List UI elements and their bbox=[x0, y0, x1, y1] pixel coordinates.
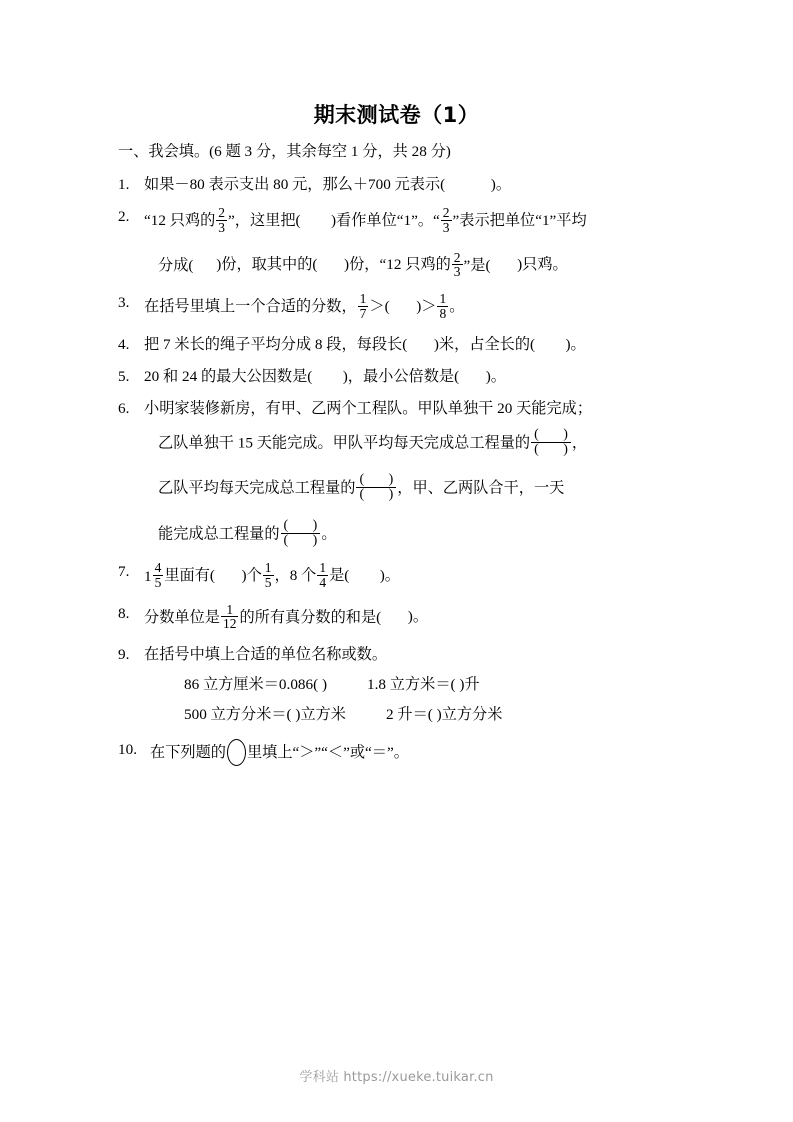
question-number: 10. bbox=[118, 741, 137, 759]
question-number: 1. bbox=[118, 176, 130, 193]
fraction-two-thirds bbox=[216, 206, 227, 235]
question-body bbox=[144, 562, 693, 591]
question-line bbox=[144, 426, 693, 459]
question-number: 6. bbox=[118, 399, 130, 417]
fraction-numerator: 1 bbox=[359, 291, 367, 307]
question-text: 分数单位是 bbox=[144, 608, 220, 626]
fraction-denominator-blank[interactable]: ( ) bbox=[534, 441, 568, 457]
question-body bbox=[144, 601, 693, 633]
fraction-numerator: 2 bbox=[218, 205, 226, 220]
answer-blank[interactable]: )＞ bbox=[389, 297, 437, 315]
circle-blank[interactable] bbox=[227, 739, 246, 766]
fraction-blank[interactable] bbox=[356, 473, 396, 503]
question-text: 在下列题的 bbox=[150, 744, 226, 762]
conversion-row bbox=[144, 675, 693, 694]
fraction-two-thirds bbox=[452, 251, 463, 280]
question-text: 。 bbox=[321, 524, 337, 542]
fraction-numerator-blank[interactable]: ( ) bbox=[531, 428, 571, 443]
fraction-four-fifths bbox=[153, 561, 164, 590]
question-body bbox=[144, 367, 693, 386]
question-8 bbox=[118, 601, 693, 633]
fraction-numerator: 1 bbox=[439, 291, 447, 307]
question-line bbox=[144, 562, 693, 591]
answer-blank[interactable]: )。 bbox=[459, 367, 506, 385]
fraction-one-quarter bbox=[317, 561, 328, 590]
conversion-item[interactable]: 2 升＝( )立方分米 bbox=[386, 706, 503, 724]
conversion-item[interactable]: 1.8 立方米＝( )升 bbox=[367, 676, 480, 694]
answer-blank[interactable]: )看作单位“1”。“ bbox=[300, 211, 440, 229]
question-10 bbox=[118, 740, 693, 767]
fraction-denominator-blank[interactable]: ( ) bbox=[283, 532, 318, 548]
question-body bbox=[144, 335, 693, 354]
fraction-numerator: 2 bbox=[453, 249, 461, 265]
question-number: 7. bbox=[118, 563, 130, 581]
question-2 bbox=[118, 207, 693, 280]
question-text: 如果－80 表示支出 80 元，那么＋700 元表示( bbox=[144, 176, 446, 193]
fraction-one-twelfth bbox=[221, 603, 239, 632]
question-text: ，8 个 bbox=[274, 566, 317, 584]
question-line bbox=[144, 249, 693, 281]
fraction-denominator: 3 bbox=[453, 264, 461, 280]
fraction-two-thirds bbox=[441, 206, 452, 235]
question-line bbox=[144, 207, 693, 236]
fraction-denominator: 8 bbox=[439, 305, 447, 321]
fraction-denominator: 7 bbox=[359, 305, 367, 321]
question-6 bbox=[118, 399, 693, 550]
question-line bbox=[150, 740, 693, 767]
fraction-denominator: 12 bbox=[222, 616, 237, 632]
question-text: 。 bbox=[449, 297, 465, 315]
question-number: 4. bbox=[118, 335, 130, 353]
question-text: “12 只鸡的 bbox=[144, 211, 216, 229]
fraction-one-eighth bbox=[437, 292, 448, 321]
answer-blank[interactable]: )份，“12 只鸡的 bbox=[317, 256, 451, 274]
question-text: 是( bbox=[329, 566, 350, 584]
section-heading: 一、我会填。(6 题 3 分，其余每空 1 分，共 28 分) bbox=[118, 143, 451, 160]
exam-content bbox=[118, 142, 693, 780]
answer-blank[interactable]: )。 bbox=[349, 566, 400, 584]
fraction-denominator: 4 bbox=[319, 574, 327, 590]
question-body bbox=[144, 645, 693, 724]
fraction-numerator: 4 bbox=[154, 560, 162, 576]
question-number: 3. bbox=[118, 294, 130, 312]
conversion-row bbox=[144, 705, 693, 724]
question-line bbox=[144, 645, 693, 664]
fraction-denominator: 5 bbox=[154, 574, 162, 590]
question-body bbox=[144, 293, 693, 322]
question-5 bbox=[118, 367, 693, 386]
answer-blank[interactable]: )份，取其中的( bbox=[193, 256, 318, 274]
question-text: 在括号里填上一个合适的分数， bbox=[144, 297, 357, 315]
question-7 bbox=[118, 562, 693, 591]
fraction-numerator-blank[interactable]: ( ) bbox=[281, 519, 321, 534]
question-text: 里面有( bbox=[164, 566, 215, 584]
question-number: 9. bbox=[118, 646, 130, 664]
answer-blank[interactable]: )。 bbox=[381, 608, 429, 626]
fraction-denominator-blank[interactable]: ( ) bbox=[359, 487, 394, 503]
question-text: ”，这里把( bbox=[228, 211, 301, 229]
question-body bbox=[144, 175, 693, 194]
question-text: 乙队单独干 15 天能完成。甲队平均每天完成总工程量的 bbox=[158, 433, 531, 451]
question-number: 8. bbox=[118, 604, 130, 622]
fraction-numerator: 2 bbox=[442, 205, 450, 220]
question-line bbox=[144, 601, 693, 633]
question-text: 分成( bbox=[158, 256, 194, 274]
page-title: 期末测试卷（1） bbox=[313, 103, 480, 127]
conversion-item[interactable]: 500 立方分米＝( )立方米 bbox=[184, 706, 346, 724]
answer-blank[interactable]: )，最小公倍数是( bbox=[312, 367, 460, 385]
answer-blank[interactable]: )。 bbox=[535, 335, 586, 353]
question-text: 在括号中填上合适的单位名称或数。 bbox=[144, 646, 387, 664]
question-text: ，甲、乙两队合干，一天 bbox=[397, 479, 565, 497]
question-text: 的所有真分数的和是( bbox=[239, 608, 382, 626]
fraction-one-seventh bbox=[358, 292, 369, 321]
question-text: 里填上“＞”“＜”或“＝”。 bbox=[246, 744, 409, 762]
watermark: 学科站 https://xueke.tuikar.cn bbox=[299, 1070, 494, 1085]
fraction-denominator: 3 bbox=[442, 219, 450, 235]
question-text: 能完成总工程量的 bbox=[158, 524, 280, 542]
question-line bbox=[144, 517, 693, 550]
question-line bbox=[144, 335, 693, 354]
question-number: 5. bbox=[118, 367, 130, 385]
answer-blank[interactable]: )米，占全长的( bbox=[407, 335, 536, 353]
question-line bbox=[144, 175, 693, 194]
fraction-denominator: 5 bbox=[264, 574, 272, 590]
question-text: ”是( bbox=[463, 256, 491, 274]
question-text: ， bbox=[571, 433, 588, 451]
question-1 bbox=[118, 175, 693, 194]
question-body bbox=[150, 740, 693, 767]
question-body bbox=[144, 399, 693, 550]
question-9 bbox=[118, 645, 693, 724]
fraction-numerator: 1 bbox=[221, 603, 239, 618]
answer-blank[interactable]: )个 bbox=[214, 566, 262, 584]
question-text: 把 7 米长的绳子平均分成 8 段，每段长( bbox=[144, 335, 408, 353]
conversion-item[interactable]: 86 立方厘米＝0.086( ) bbox=[184, 676, 328, 694]
fraction-numerator: 1 bbox=[319, 560, 327, 576]
fraction-numerator: 1 bbox=[264, 560, 272, 576]
answer-blank[interactable]: )。 bbox=[445, 176, 512, 193]
fraction-denominator: 3 bbox=[218, 219, 226, 235]
question-line bbox=[144, 293, 693, 322]
question-text: ＞( bbox=[369, 297, 390, 315]
question-text: 20 和 24 的最大公因数是( bbox=[144, 367, 313, 385]
question-4 bbox=[118, 335, 693, 354]
question-line bbox=[144, 367, 693, 386]
question-number: 2. bbox=[118, 208, 130, 225]
question-text: ”表示把单位“1”平均 bbox=[452, 211, 587, 229]
question-body bbox=[144, 207, 693, 280]
question-text: 乙队平均每天完成总工程量的 bbox=[158, 479, 356, 497]
question-text: 小明家装修新房，有甲、乙两个工程队。甲队单独干 20 天能完成； bbox=[144, 399, 593, 417]
question-line bbox=[144, 474, 693, 504]
answer-blank[interactable]: )只鸡。 bbox=[490, 256, 568, 274]
mixed-number-integer: 1 bbox=[144, 567, 152, 585]
question-3 bbox=[118, 293, 693, 322]
question-line bbox=[144, 399, 693, 418]
fraction-blank[interactable] bbox=[281, 519, 321, 549]
fraction-one-fifth bbox=[263, 561, 274, 590]
fraction-blank[interactable] bbox=[531, 428, 571, 458]
fraction-numerator-blank[interactable]: ( ) bbox=[356, 473, 396, 488]
